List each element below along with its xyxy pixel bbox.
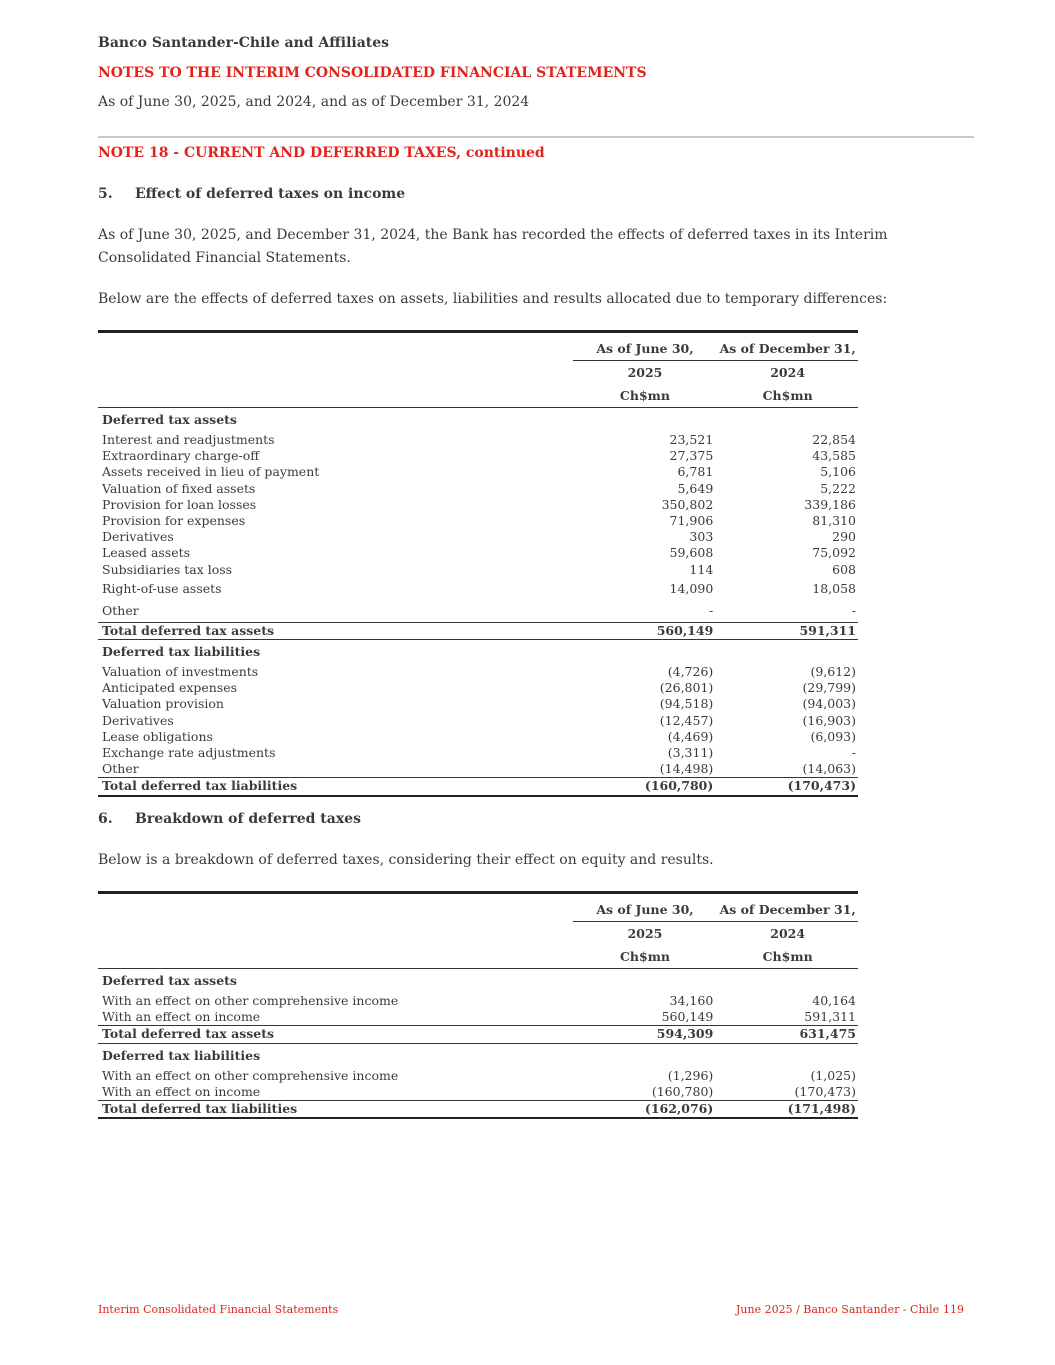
deferred-tax-effects-table: [98, 330, 858, 797]
column-header: As of December 31,: [715, 898, 858, 922]
table-row: [98, 481, 858, 497]
total-label: Total deferred tax liabilities: [98, 1101, 567, 1119]
row-value-2025: 560,149: [661, 1009, 714, 1025]
row-label: With an effect on other comprehensive income: [102, 993, 399, 1008]
total-value: 591,311: [715, 622, 858, 639]
row-label: Exchange rate adjustments: [102, 745, 276, 761]
table-row: [98, 432, 858, 448]
table-row: [98, 464, 858, 480]
deferred-tax-breakdown-table: [98, 891, 858, 1119]
row-label: Right-of-use assets: [102, 580, 222, 596]
row-label: Derivatives: [102, 529, 174, 545]
section-6-heading: [98, 811, 361, 827]
section-title: Effect of deferred taxes on income: [135, 186, 406, 202]
column-header: As of December 31,: [715, 337, 858, 361]
table-row: [98, 713, 858, 729]
note-heading: NOTE 18 - CURRENT AND DEFERRED TAXES, continued: [98, 145, 545, 161]
total-value: (162,076): [573, 1101, 716, 1119]
row-value-2025: (4,469): [667, 728, 714, 744]
row-value-2024: -: [851, 745, 856, 761]
row-label: Leased assets: [102, 545, 191, 561]
row-value-2025: (12,457): [659, 712, 714, 728]
table-row: [98, 600, 858, 623]
table-row: [98, 680, 858, 696]
column-unit: Ch$mn: [573, 384, 716, 408]
row-value-2024: (6,093): [810, 728, 856, 744]
row-value-2025: (160,780): [651, 1083, 714, 1099]
row-value-2024: (16,903): [802, 712, 856, 728]
section-5-heading: [98, 186, 405, 202]
column-header: As of June 30,: [573, 337, 716, 361]
total-value: 560,149: [573, 622, 716, 639]
row-value-2024: (1,025): [810, 1067, 856, 1083]
row-value-2025: (14,498): [659, 761, 714, 777]
row-value-2024: (94,003): [802, 696, 856, 712]
row-label: Provision for expenses: [102, 513, 246, 529]
row-value-2024: (9,612): [810, 664, 856, 680]
row-value-2024: 18,058: [812, 580, 856, 596]
row-value-2024: 290: [832, 529, 856, 545]
table-row: [98, 1068, 858, 1084]
row-value-2025: (4,726): [667, 664, 714, 680]
row-label: With an effect on income: [102, 1083, 261, 1099]
section-5-paragraph-1: As of June 30, 2025, and December 31, 2024, the Bank has recorded the effects of deferred taxes in its Interim Consolidated Financial Statements.: [98, 227, 888, 266]
table-row: [98, 729, 858, 745]
table-row: [98, 545, 858, 561]
row-value-2025: 59,608: [669, 545, 714, 561]
total-value: (160,780): [573, 778, 716, 796]
column-unit: Ch$mn: [715, 945, 858, 969]
row-value-2024: 608: [832, 561, 856, 577]
row-value-2024: (170,473): [794, 1083, 856, 1099]
column-unit: Ch$mn: [715, 384, 858, 408]
section-6-paragraph-1: Below is a breakdown of deferred taxes, considering their effect on equity and results.: [98, 852, 714, 868]
row-value-2024: 339,186: [804, 496, 856, 512]
row-label: Other: [102, 761, 139, 777]
row-value-2025: 6,781: [677, 464, 714, 480]
table-row: [98, 513, 858, 529]
column-year: 2025: [627, 926, 663, 941]
table-row: [98, 562, 858, 578]
total-label: Total deferred tax assets: [98, 622, 567, 639]
row-label: Anticipated expenses: [102, 680, 238, 696]
row-value-2025: 34,160: [669, 993, 714, 1008]
row-label: Derivatives: [102, 712, 174, 728]
row-value-2024: 591,311: [804, 1009, 856, 1025]
row-value-2024: (29,799): [802, 680, 856, 696]
row-value-2024: 5,106: [820, 464, 856, 480]
row-label: With an effect on other comprehensive income: [102, 1067, 399, 1083]
row-label: Valuation of investments: [102, 664, 259, 680]
section-number: 6.: [98, 811, 113, 827]
row-value-2025: 5,649: [677, 480, 714, 496]
row-value-2024: 43,585: [812, 448, 856, 464]
column-year: 2024: [770, 926, 806, 941]
row-value-2024: (14,063): [802, 761, 856, 777]
row-value-2025: 23,521: [669, 432, 714, 447]
total-value: 594,309: [573, 1026, 716, 1043]
section-number: 5.: [98, 186, 113, 202]
row-value-2025: -: [709, 602, 714, 618]
footer-right: June 2025 / Banco Santander - Chile: [736, 1303, 940, 1316]
row-value-2025: (94,518): [659, 696, 714, 712]
row-value-2025: 27,375: [669, 448, 714, 464]
row-label: Interest and readjustments: [102, 432, 275, 447]
column-year: 2024: [770, 365, 806, 380]
table-row: [98, 497, 858, 513]
table-row: [98, 1084, 858, 1101]
total-label: Total deferred tax assets: [98, 1026, 567, 1043]
report-dates: As of June 30, 2025, and 2024, and as of December 31, 2024: [98, 94, 530, 110]
section-label: Deferred tax assets: [102, 412, 237, 427]
column-header: As of June 30,: [573, 898, 716, 922]
row-value-2024: 81,310: [812, 513, 856, 529]
row-label: With an effect on income: [102, 1009, 261, 1025]
column-unit: Ch$mn: [573, 945, 716, 969]
row-value-2025: 71,906: [669, 513, 714, 529]
row-label: Other: [102, 602, 139, 618]
row-label: Valuation provision: [102, 696, 224, 712]
table-row: [98, 745, 858, 761]
row-label: Assets received in lieu of payment: [102, 464, 320, 480]
row-label: Subsidiaries tax loss: [102, 561, 233, 577]
row-label: Valuation of fixed assets: [102, 480, 256, 496]
total-value: (170,473): [715, 778, 858, 796]
section-title: Breakdown of deferred taxes: [135, 811, 361, 827]
row-value-2024: 22,854: [812, 432, 856, 447]
row-value-2024: 5,222: [820, 480, 856, 496]
row-value-2025: (1,296): [667, 1067, 714, 1083]
row-value-2025: 350,802: [661, 496, 714, 512]
column-year: 2025: [627, 365, 663, 380]
table-row: [98, 761, 858, 778]
table-row: [98, 993, 858, 1009]
section-label: Deferred tax liabilities: [102, 644, 261, 660]
row-label: Provision for loan losses: [102, 496, 257, 512]
total-value: (171,498): [715, 1101, 858, 1119]
row-value-2024: -: [851, 602, 856, 618]
table-row: [98, 696, 858, 712]
notes-title: NOTES TO THE INTERIM CONSOLIDATED FINANCIAL STATEMENTS: [98, 65, 647, 81]
row-value-2024: 40,164: [812, 993, 856, 1008]
section-5-paragraph-2: Below are the effects of deferred taxes on assets, liabilities and results allocated due to temporary differences:: [98, 291, 888, 307]
header-divider: [98, 136, 974, 138]
total-label: Total deferred tax liabilities: [98, 778, 567, 796]
table-row: [98, 1009, 858, 1026]
row-value-2025: 114: [689, 561, 714, 577]
table-row: [98, 448, 858, 464]
row-value-2025: (3,311): [667, 745, 714, 761]
table-row: [98, 664, 858, 680]
table-row: [98, 578, 858, 600]
page-number: 119: [943, 1303, 964, 1316]
footer-left: Interim Consolidated Financial Statements: [98, 1303, 339, 1316]
section-label: Deferred tax assets: [102, 973, 237, 988]
table-row: [98, 529, 858, 545]
row-label: Extraordinary charge-off: [102, 448, 260, 464]
row-value-2025: 14,090: [669, 580, 714, 596]
company-name: Banco Santander-Chile and Affiliates: [98, 35, 390, 51]
section-label: Deferred tax liabilities: [102, 1047, 261, 1063]
row-value-2024: 75,092: [812, 545, 856, 561]
row-value-2025: (26,801): [659, 680, 714, 696]
row-label: Lease obligations: [102, 728, 213, 744]
total-value: 631,475: [715, 1026, 858, 1043]
row-value-2025: 303: [689, 529, 714, 545]
